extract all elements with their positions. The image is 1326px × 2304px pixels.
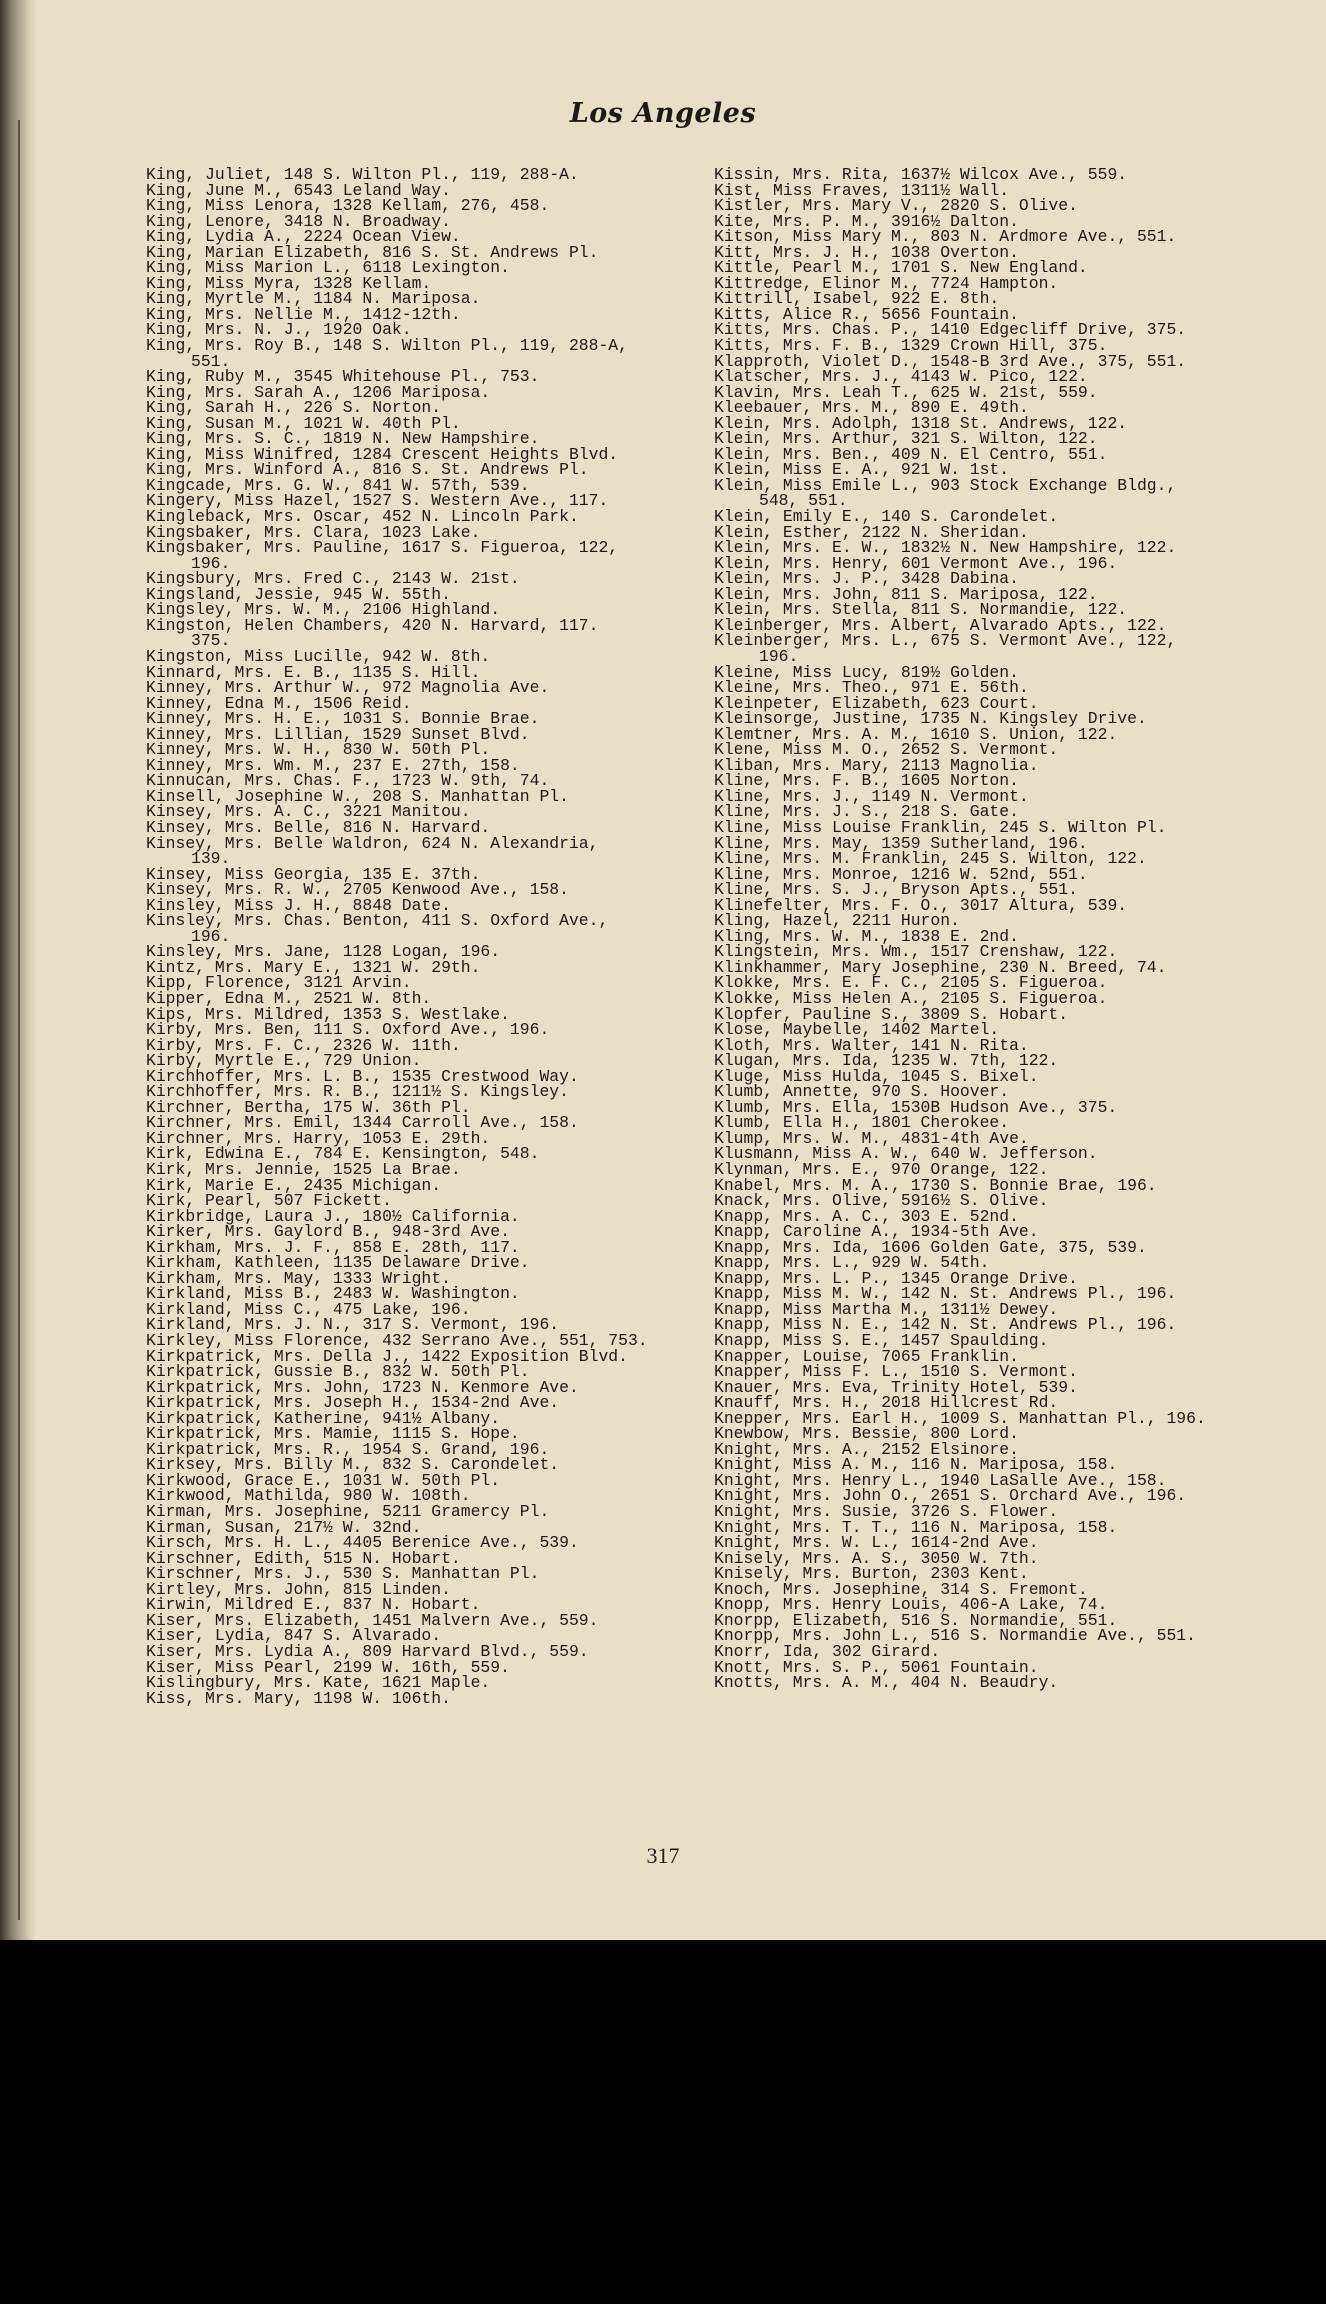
directory-entry: Knapp, Mrs. A. C., 303 E. 52nd. bbox=[714, 1206, 1019, 1226]
directory-entry: 375. bbox=[191, 631, 231, 651]
directory-entry: Kissin, Mrs. Rita, 1637½ Wilcox Ave., 559. bbox=[714, 167, 1128, 184]
directory-entry: Kittle, Pearl M., 1701 S. New England. bbox=[714, 258, 1088, 278]
directory-entry: Kitts, Alice R., 5656 Fountain. bbox=[714, 304, 1019, 324]
directory-entry: Klein, Mrs. Adolph, 1318 St. Andrews, 122. bbox=[714, 413, 1128, 433]
directory-entry: Kirk, Marie E., 2435 Michigan. bbox=[146, 1175, 442, 1195]
directory-entry: Kirsch, Mrs. H. L., 4405 Berenice Ave., 539. bbox=[146, 1533, 579, 1553]
directory-entry: Knight, Mrs. John O., 2651 S. Orchard Ave., 196. bbox=[714, 1486, 1187, 1506]
directory-entry: Knight, Mrs. W. L., 1614-2nd Ave. bbox=[714, 1533, 1039, 1553]
directory-entry: Kirchner, Mrs. Harry, 1053 E. 29th. bbox=[146, 1128, 491, 1148]
directory-entry: Kinney, Edna M., 1506 Reid. bbox=[146, 693, 412, 713]
directory-entry: Kinsey, Mrs. A. C., 3221 Manitou. bbox=[146, 802, 471, 822]
page-number: 317 bbox=[646, 1843, 680, 1868]
directory-entry: Kitts, Mrs. F. B., 1329 Crown Hill, 375. bbox=[714, 336, 1108, 356]
directory-entry: Knight, Mrs. Henry L., 1940 LaSalle Ave., 158. bbox=[714, 1470, 1167, 1490]
directory-entry: King, Miss Marion L., 6118 Lexington. bbox=[146, 258, 510, 278]
directory-entry: King, Juliet, 148 S. Wilton Pl., 119, 288-A. bbox=[146, 167, 579, 184]
directory-entry: Kline, Miss Louise Franklin, 245 S. Wilton Pl. bbox=[714, 817, 1167, 837]
directory-entry: Knight, Miss A. M., 116 N. Mariposa, 158. bbox=[714, 1455, 1118, 1475]
directory-entry: Kirkley, Miss Florence, 432 Serrano Ave., 551, 753. bbox=[146, 1331, 648, 1351]
directory-entry: Kist, Miss Fraves, 1311½ Wall. bbox=[714, 180, 1010, 200]
directory-entry: Kinsey, Mrs. Belle, 816 N. Harvard. bbox=[146, 817, 491, 837]
directory-entry: Knapp, Caroline A., 1934-5th Ave. bbox=[714, 1222, 1039, 1242]
directory-entry: Kirby, Mrs. Ben, 111 S. Oxford Ave., 196. bbox=[146, 1020, 550, 1040]
directory-entry: Kirkpatrick, Gussie B., 832 W. 50th Pl. bbox=[146, 1362, 530, 1382]
directory-entry: Kline, Mrs. May, 1359 Sutherland, 196. bbox=[714, 833, 1088, 853]
directory-entry: Knapper, Louise, 7065 Franklin. bbox=[714, 1346, 1019, 1366]
directory-entry: Knapp, Mrs. Ida, 1606 Golden Gate, 375, 539. bbox=[714, 1237, 1147, 1257]
directory-entry: Knisely, Mrs. Burton, 2303 Kent. bbox=[714, 1564, 1029, 1584]
directory-entry: King, Lydia A., 2224 Ocean View. bbox=[146, 227, 461, 247]
directory-entry: Kips, Mrs. Mildred, 1353 S. Westlake. bbox=[146, 1004, 510, 1024]
right-column bbox=[714, 167, 1314, 1691]
directory-entry: Kingsland, Jessie, 945 W. 55th. bbox=[146, 584, 451, 604]
directory-entry: Kiser, Mrs. Lydia A., 809 Harvard Blvd., 559. bbox=[146, 1641, 589, 1661]
directory-entry: Knapper, Miss F. L., 1510 S. Vermont. bbox=[714, 1362, 1078, 1382]
directory-entry: Kirkpatrick, Mrs. John, 1723 N. Kenmore Ave. bbox=[146, 1377, 579, 1397]
directory-entry: Kling, Hazel, 2211 Huron. bbox=[714, 911, 960, 931]
directory-entry: Kiss, Mrs. Mary, 1198 W. 106th. bbox=[146, 1688, 451, 1707]
directory-entry: Kinney, Mrs. Wm. M., 237 E. 27th, 158. bbox=[146, 755, 520, 775]
directory-entry: Kirkwood, Mathilda, 980 W. 108th. bbox=[146, 1486, 471, 1506]
directory-entry: Kinsley, Mrs. Jane, 1128 Logan, 196. bbox=[146, 942, 501, 962]
directory-entry: Klavin, Mrs. Leah T., 625 W. 21st, 559. bbox=[714, 382, 1098, 402]
directory-entry: Kirker, Mrs. Gaylord B., 948-3rd Ave. bbox=[146, 1222, 510, 1242]
directory-entry: Knisely, Mrs. A. S., 3050 W. 7th. bbox=[714, 1548, 1039, 1568]
directory-entry: Kingery, Miss Hazel, 1527 S. Western Ave., 117. bbox=[146, 491, 609, 511]
directory-entry: Knopp, Mrs. Henry Louis, 406-A Lake, 74. bbox=[714, 1595, 1108, 1615]
directory-entry: King, Sarah H., 226 S. Norton. bbox=[146, 398, 442, 418]
directory-entry: Klatscher, Mrs. J., 4143 W. Pico, 122. bbox=[714, 367, 1088, 387]
directory-entry: Kistler, Mrs. Mary V., 2820 S. Olive. bbox=[714, 196, 1078, 216]
directory-entry: Kirkham, Kathleen, 1135 Delaware Drive. bbox=[146, 1253, 530, 1273]
directory-entry: Kline, Mrs. J., 1149 N. Vermont. bbox=[714, 786, 1029, 806]
directory-entry: Klumb, Ella H., 1801 Cherokee. bbox=[714, 1113, 1010, 1133]
directory-entry: 139. bbox=[191, 849, 231, 869]
directory-entry: Kiser, Lydia, 847 S. Alvarado. bbox=[146, 1626, 442, 1646]
directory-entry: Knapp, Mrs. L., 929 W. 54th. bbox=[714, 1253, 990, 1273]
directory-entry: King, Susan M., 1021 W. 40th Pl. bbox=[146, 413, 461, 433]
directory-entry: Knapp, Miss N. E., 142 N. St. Andrews Pl., 196. bbox=[714, 1315, 1177, 1335]
directory-entry: Klapproth, Violet D., 1548-B 3rd Ave., 375, 551. bbox=[714, 351, 1187, 371]
directory-entry: Kirkland, Mrs. J. N., 317 S. Vermont, 196. bbox=[146, 1315, 560, 1335]
directory-entry: King, Ruby M., 3545 Whitehouse Pl., 753. bbox=[146, 367, 540, 387]
directory-entry: Kingcade, Mrs. G. W., 841 W. 57th, 539. bbox=[146, 475, 530, 495]
directory-entry: Knight, Mrs. Susie, 3726 S. Flower. bbox=[714, 1502, 1059, 1522]
directory-entry: Kittrill, Isabel, 922 E. 8th. bbox=[714, 289, 1000, 309]
directory-entry: Kite, Mrs. P. M., 3916½ Dalton. bbox=[714, 211, 1019, 231]
directory-entry: Kirk, Mrs. Jennie, 1525 La Brae. bbox=[146, 1160, 461, 1179]
directory-entry: 551. bbox=[191, 351, 231, 371]
directory-entry: King, Miss Lenora, 1328 Kellam, 276, 458. bbox=[146, 196, 550, 216]
directory-entry: 196. bbox=[191, 553, 231, 573]
directory-entry: Klene, Miss M. O., 2652 S. Vermont. bbox=[714, 740, 1059, 760]
directory-entry: Knack, Mrs. Olive, 5916½ S. Olive. bbox=[714, 1191, 1049, 1211]
directory-entry: Kleinberger, Mrs. L., 675 S. Vermont Ave., 122, bbox=[714, 631, 1177, 651]
directory-entry: Kline, Mrs. M. Franklin, 245 S. Wilton, 122. bbox=[714, 849, 1147, 869]
directory-entry: Klumb, Mrs. Ella, 1530B Hudson Ave., 375. bbox=[714, 1097, 1118, 1117]
directory-entry: Kiser, Miss Pearl, 2199 W. 16th, 559. bbox=[146, 1657, 510, 1677]
directory-entry: 548, 551. bbox=[759, 491, 848, 511]
directory-entry: Kirchhoffer, Mrs. L. B., 1535 Crestwood Way. bbox=[146, 1066, 579, 1086]
directory-entry: Kirschner, Edith, 515 N. Hobart. bbox=[146, 1548, 461, 1568]
directory-entry: Knorr, Ida, 302 Girard. bbox=[714, 1641, 941, 1661]
directory-entry: Kitts, Mrs. Chas. P., 1410 Edgecliff Drive, 375. bbox=[714, 320, 1187, 340]
directory-entry: Kirkpatrick, Mrs. Mamie, 1115 S. Hope. bbox=[146, 1424, 520, 1444]
directory-entry: Kirwin, Mildred E., 837 N. Hobart. bbox=[146, 1595, 481, 1615]
directory-entry: Kline, Mrs. F. B., 1605 Norton. bbox=[714, 771, 1019, 791]
directory-entry: Kleinsorge, Justine, 1735 N. Kingsley Drive. bbox=[714, 709, 1147, 729]
directory-entry: Kirksey, Mrs. Billy M., 832 S. Carondelet. bbox=[146, 1455, 560, 1475]
directory-entry: Kirkwood, Grace E., 1031 W. 50th Pl. bbox=[146, 1470, 501, 1490]
directory-entry: Klokke, Miss Helen A., 2105 S. Figueroa. bbox=[714, 988, 1108, 1008]
directory-entry: King, Mrs. N. J., 1920 Oak. bbox=[146, 320, 412, 340]
directory-entry: Klein, Mrs. John, 811 S. Mariposa, 122. bbox=[714, 584, 1098, 604]
directory-entry: Klein, Emily E., 140 S. Carondelet. bbox=[714, 507, 1059, 527]
directory-entry: Knewbow, Mrs. Bessie, 800 Lord. bbox=[714, 1424, 1019, 1444]
directory-entry: Kluge, Miss Hulda, 1045 S. Bixel. bbox=[714, 1066, 1039, 1086]
directory-entry: Klose, Maybelle, 1402 Martel. bbox=[714, 1020, 1000, 1040]
directory-entry: Kinsey, Miss Georgia, 135 E. 37th. bbox=[146, 864, 481, 884]
directory-entry: Klynman, Mrs. E., 970 Orange, 122. bbox=[714, 1160, 1049, 1179]
directory-entry: Kingleback, Mrs. Oscar, 452 N. Lincoln Park. bbox=[146, 507, 579, 527]
directory-entry: Kingston, Helen Chambers, 420 N. Harvard, 117. bbox=[146, 615, 599, 635]
directory-entry: Kleinpeter, Elizabeth, 623 Court. bbox=[714, 693, 1039, 713]
directory-entry: Kleinberger, Mrs. Albert, Alvarado Apts., 122. bbox=[714, 615, 1167, 635]
directory-entry: Klusmann, Miss A. W., 640 W. Jefferson. bbox=[714, 1144, 1098, 1164]
directory-entry: Kling, Mrs. W. M., 1838 E. 2nd. bbox=[714, 926, 1019, 946]
directory-entry: Kinnucan, Mrs. Chas. F., 1723 W. 9th, 74. bbox=[146, 771, 550, 791]
directory-entry: Kirkpatrick, Mrs. R., 1954 S. Grand, 196. bbox=[146, 1439, 550, 1459]
directory-entry: Kline, Mrs. S. J., Bryson Apts., 551. bbox=[714, 880, 1078, 900]
directory-entry: Kirchner, Bertha, 175 W. 36th Pl. bbox=[146, 1097, 471, 1117]
directory-entry: Kirchner, Mrs. Emil, 1344 Carroll Ave., 158. bbox=[146, 1113, 579, 1133]
directory-entry: Kirkpatrick, Mrs. Joseph H., 1534-2nd Ave. bbox=[146, 1393, 560, 1413]
directory-entry: King, Mrs. S. C., 1819 N. New Hampshire. bbox=[146, 429, 540, 449]
directory-entry: Kleine, Miss Lucy, 819½ Golden. bbox=[714, 662, 1019, 682]
directory-entry: Knapp, Miss Martha M., 1311½ Dewey. bbox=[714, 1299, 1059, 1319]
directory-entry: Kirkpatrick, Katherine, 941½ Albany. bbox=[146, 1408, 501, 1428]
directory-entry: Kirman, Susan, 217½ W. 32nd. bbox=[146, 1517, 422, 1537]
directory-entry: King, Mrs. Nellie M., 1412-12th. bbox=[146, 304, 461, 324]
directory-entry: King, Mrs. Winford A., 816 S. St. Andrews Pl. bbox=[146, 460, 589, 480]
directory-entry: Kinsley, Mrs. Chas. Benton, 411 S. Oxford Ave., bbox=[146, 911, 609, 931]
directory-entry: Knight, Mrs. T. T., 116 N. Mariposa, 158. bbox=[714, 1517, 1118, 1537]
directory-entry: Kinnard, Mrs. E. B., 1135 S. Hill. bbox=[146, 662, 481, 682]
directory-entry: Kirkpatrick, Mrs. Della J., 1422 Exposition Blvd. bbox=[146, 1346, 628, 1366]
directory-entry: Klugan, Mrs. Ida, 1235 W. 7th, 122. bbox=[714, 1051, 1059, 1071]
directory-entry: Kittredge, Elinor M., 7724 Hampton. bbox=[714, 273, 1059, 293]
directory-entry: Klokke, Mrs. E. F. C., 2105 S. Figueroa. bbox=[714, 973, 1108, 993]
gutter-line bbox=[18, 120, 20, 1920]
directory-entry: Kliban, Mrs. Mary, 2113 Magnolia. bbox=[714, 755, 1039, 775]
directory-entry: Knauff, Mrs. H., 2018 Hillcrest Rd. bbox=[714, 1393, 1059, 1413]
directory-entry: Klein, Mrs. J. P., 3428 Dabina. bbox=[714, 569, 1019, 589]
directory-entry: King, Marian Elizabeth, 816 S. St. Andrews Pl. bbox=[146, 242, 599, 262]
directory-entry: Kline, Mrs. Monroe, 1216 W. 52nd, 551. bbox=[714, 864, 1088, 884]
directory-entry: Klinefelter, Mrs. F. O., 3017 Altura, 539. bbox=[714, 895, 1128, 915]
directory-entry: Kinney, Mrs. Lillian, 1529 Sunset Blvd. bbox=[146, 724, 530, 744]
directory-entry: Klinkhammer, Mary Josephine, 230 N. Breed, 74. bbox=[714, 957, 1167, 977]
directory-entry: Klein, Mrs. Henry, 601 Vermont Ave., 196. bbox=[714, 553, 1118, 573]
directory-entry: Knepper, Mrs. Earl H., 1009 S. Manhattan Pl., 196. bbox=[714, 1408, 1206, 1428]
directory-entry: Kloth, Mrs. Walter, 141 N. Rita. bbox=[714, 1035, 1029, 1055]
directory-entry: King, Mrs. Sarah A., 1206 Mariposa. bbox=[146, 382, 491, 402]
directory-entry: Kingsley, Mrs. W. M., 2106 Highland. bbox=[146, 600, 501, 620]
directory-entry: King, Mrs. Roy B., 148 S. Wilton Pl., 119, 288-A, bbox=[146, 336, 628, 356]
directory-entry: Kitt, Mrs. J. H., 1038 Overton. bbox=[714, 242, 1019, 262]
directory-entry: Knott, Mrs. S. P., 5061 Fountain. bbox=[714, 1657, 1039, 1677]
directory-entry: 196. bbox=[191, 926, 231, 946]
directory-entry: Klingstein, Mrs. Wm., 1517 Crenshaw, 122. bbox=[714, 942, 1118, 962]
directory-entry: Kirk, Edwina E., 784 E. Kensington, 548. bbox=[146, 1144, 540, 1164]
book-gutter bbox=[0, 0, 36, 1940]
directory-entry: Kipper, Edna M., 2521 W. 8th. bbox=[146, 988, 432, 1008]
directory-entry: Knabel, Mrs. M. A., 1730 S. Bonnie Brae, 196. bbox=[714, 1175, 1157, 1195]
directory-entry: Kitson, Miss Mary M., 803 N. Ardmore Ave., 551. bbox=[714, 227, 1177, 247]
directory-entry: Kipp, Florence, 3121 Arvin. bbox=[146, 973, 412, 993]
directory-entry: King, Myrtle M., 1184 N. Mariposa. bbox=[146, 289, 481, 309]
directory-entry: Kleebauer, Mrs. M., 890 E. 49th. bbox=[714, 398, 1029, 418]
directory-entry: Kinney, Mrs. H. E., 1031 S. Bonnie Brae. bbox=[146, 709, 540, 729]
directory-entry: Knapp, Mrs. L. P., 1345 Orange Drive. bbox=[714, 1268, 1078, 1288]
directory-entry: King, Lenore, 3418 N. Broadway. bbox=[146, 211, 451, 231]
directory-entry: Knotts, Mrs. A. M., 404 N. Beaudry. bbox=[714, 1673, 1059, 1691]
directory-entry: Kirkland, Miss B., 2483 W. Washington. bbox=[146, 1284, 520, 1304]
directory-entry: Knight, Mrs. A., 2152 Elsinore. bbox=[714, 1439, 1019, 1459]
directory-entry: Knorpp, Mrs. John L., 516 S. Normandie Ave., 551. bbox=[714, 1626, 1196, 1646]
directory-entry: Klein, Esther, 2122 N. Sheridan. bbox=[714, 522, 1029, 542]
directory-entry: King, June M., 6543 Leland Way. bbox=[146, 180, 451, 200]
directory-entry: Knapp, Miss M. W., 142 N. St. Andrews Pl., 196. bbox=[714, 1284, 1177, 1304]
directory-entry: Kislingbury, Mrs. Kate, 1621 Maple. bbox=[146, 1673, 491, 1693]
directory-entry: Kirkham, Mrs. May, 1333 Wright. bbox=[146, 1268, 451, 1288]
directory-entry: King, Miss Winifred, 1284 Crescent Heights Blvd. bbox=[146, 444, 619, 464]
directory-entry: Kirkbridge, Laura J., 180½ California. bbox=[146, 1206, 520, 1226]
directory-entry: Klein, Miss Emile L., 903 Stock Exchange Bldg., bbox=[714, 475, 1177, 495]
directory-entry: Kirchhoffer, Mrs. R. B., 1211½ S. Kingsley. bbox=[146, 1082, 569, 1102]
directory-entry: Kleine, Mrs. Theo., 971 E. 56th. bbox=[714, 678, 1029, 698]
directory-entry: Kirtley, Mrs. John, 815 Linden. bbox=[146, 1579, 451, 1599]
directory-entry: Kirman, Mrs. Josephine, 5211 Gramercy Pl. bbox=[146, 1502, 550, 1522]
directory-entry: Klein, Mrs. E. W., 1832½ N. New Hampshire, 122. bbox=[714, 538, 1177, 558]
directory-entry: Klein, Miss E. A., 921 W. 1st. bbox=[714, 460, 1010, 480]
directory-entry: Kingsbury, Mrs. Fred C., 2143 W. 21st. bbox=[146, 569, 520, 589]
directory-entry: Klein, Mrs. Stella, 811 S. Normandie, 122. bbox=[714, 600, 1128, 620]
directory-entry: Kirk, Pearl, 507 Fickett. bbox=[146, 1191, 392, 1211]
directory-entry: Klopfer, Pauline S., 3809 S. Hobart. bbox=[714, 1004, 1069, 1024]
directory-entry: Kinney, Mrs. W. H., 830 W. 50th Pl. bbox=[146, 740, 491, 760]
directory-entry: Klein, Mrs. Ben., 409 N. El Centro, 551. bbox=[714, 444, 1108, 464]
directory-entry: Kinsey, Mrs. R. W., 2705 Kenwood Ave., 158. bbox=[146, 880, 569, 900]
directory-entry: Kinsley, Miss J. H., 8848 Date. bbox=[146, 895, 451, 915]
directory-entry: Knapp, Miss S. E., 1457 Spaulding. bbox=[714, 1331, 1049, 1351]
directory-entry: Kline, Mrs. J. S., 218 S. Gate. bbox=[714, 802, 1019, 822]
left-column bbox=[146, 167, 698, 1706]
directory-entry: Kinsey, Mrs. Belle Waldron, 624 N. Alexandria, bbox=[146, 833, 599, 853]
directory-entry: Klemtner, Mrs. A. M., 1610 S. Union, 122. bbox=[714, 724, 1118, 744]
directory-entry: Knauer, Mrs. Eva, Trinity Hotel, 539. bbox=[714, 1377, 1078, 1397]
directory-entry: Kingsbaker, Mrs. Pauline, 1617 S. Figueroa, 122, bbox=[146, 538, 619, 558]
directory-entry: Klump, Mrs. W. M., 4831-4th Ave. bbox=[714, 1128, 1029, 1148]
page-header: Los Angeles bbox=[569, 98, 757, 129]
directory-entry: Knoch, Mrs. Josephine, 314 S. Fremont. bbox=[714, 1579, 1088, 1599]
directory-entry: Kinsell, Josephine W., 208 S. Manhattan Pl. bbox=[146, 786, 569, 806]
directory-entry: Knorpp, Elizabeth, 516 S. Normandie, 551. bbox=[714, 1610, 1118, 1630]
directory-entry: Klein, Mrs. Arthur, 321 S. Wilton, 122. bbox=[714, 429, 1098, 449]
directory-entry: Kirschner, Mrs. J., 530 S. Manhattan Pl. bbox=[146, 1564, 540, 1584]
directory-entry: Kiser, Mrs. Elizabeth, 1451 Malvern Ave., 559. bbox=[146, 1610, 599, 1630]
directory-entry: Kirkham, Mrs. J. F., 858 E. 28th, 117. bbox=[146, 1237, 520, 1257]
directory-entry: Kirby, Mrs. F. C., 2326 W. 11th. bbox=[146, 1035, 461, 1055]
directory-entry: Kirkland, Miss C., 475 Lake, 196. bbox=[146, 1299, 471, 1319]
directory-entry: Kintz, Mrs. Mary E., 1321 W. 29th. bbox=[146, 957, 481, 977]
directory-entry: Kinney, Mrs. Arthur W., 972 Magnolia Ave. bbox=[146, 678, 550, 698]
directory-entry: 196. bbox=[759, 646, 799, 666]
directory-entry: Kirby, Myrtle E., 729 Union. bbox=[146, 1051, 422, 1071]
directory-entry: Kingsbaker, Mrs. Clara, 1023 Lake. bbox=[146, 522, 481, 542]
directory-entry: King, Miss Myra, 1328 Kellam. bbox=[146, 273, 432, 293]
directory-entry: Klumb, Annette, 970 S. Hoover. bbox=[714, 1082, 1010, 1102]
directory-entry: Kingston, Miss Lucille, 942 W. 8th. bbox=[146, 646, 491, 666]
